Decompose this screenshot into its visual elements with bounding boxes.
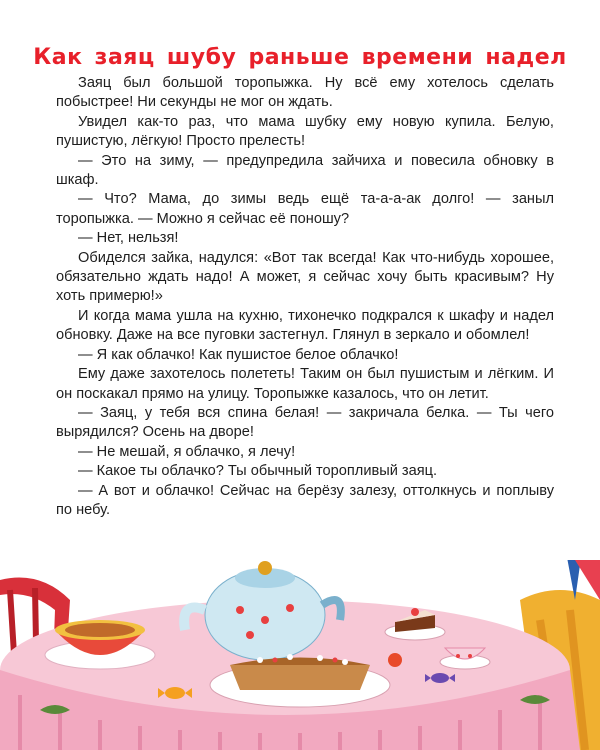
- paragraph: — Заяц, у тебя вся спина белая! — закричала белка. — Ты чего вырядился? Осень на дворе!: [56, 404, 554, 441]
- paragraph: — Это на зиму, — предупредила зайчиха и повесила обновку в шкаф.: [56, 152, 554, 189]
- paragraph: Ему даже захотелось полететь! Таким он был пушистым и лёгким. И он поскакал прямо на улицу. Торопыжке казалось, что он летит.: [56, 366, 554, 402]
- small-cup-illustration: [440, 648, 490, 669]
- teacup-illustration: [45, 620, 155, 669]
- paragraph: Увидел как-то раз, что мама шубку ему новую купила. Белую, пушистую, лёгкую! Просто прелесть!: [56, 113, 554, 150]
- paragraph: Заяц был большой торопыжка. Ну всё ему хотелось сделать побыстрее! Ни секунды не мог он ждать.: [56, 75, 554, 111]
- tea-table-illustration: [0, 560, 600, 750]
- story-text: [56, 74, 554, 520]
- paragraph: — Не мешай, я облачко, я лечу!: [78, 443, 296, 460]
- paragraph: Обиделся зайка, надулся: «Вот так всегда! Как что-нибудь хорошее, обязательно ждать надо! А может, я сейчас хочу быть красивым? Ну хоть примерю!»: [56, 249, 554, 305]
- paragraph: — А вот и облачко! Сейчас на берёзу залезу, оттолкнусь и поплыву по небу.: [56, 482, 554, 518]
- paragraph: И когда мама ушла на кухню, тихонечко подкрался к шкафу и надел обновку. Даже на все пуговки застегнул. Глянул в зеркало и обомлел!: [56, 307, 554, 344]
- paragraph: — Какое ты облачко? Ты обычный торопливый заяц.: [78, 463, 438, 480]
- story-title: Как заяц шубу раньше времени надел: [33, 44, 567, 70]
- paragraph: — Что? Мама, до зимы ведь ещё та-а-а-ак долго! — заныл торопыжка. — Можно я сейчас её поношу?: [56, 191, 554, 227]
- paragraph: — Нет, нельзя!: [78, 230, 179, 247]
- paragraph: — Я как облачко! Как пушистое белое облачко!: [78, 346, 399, 363]
